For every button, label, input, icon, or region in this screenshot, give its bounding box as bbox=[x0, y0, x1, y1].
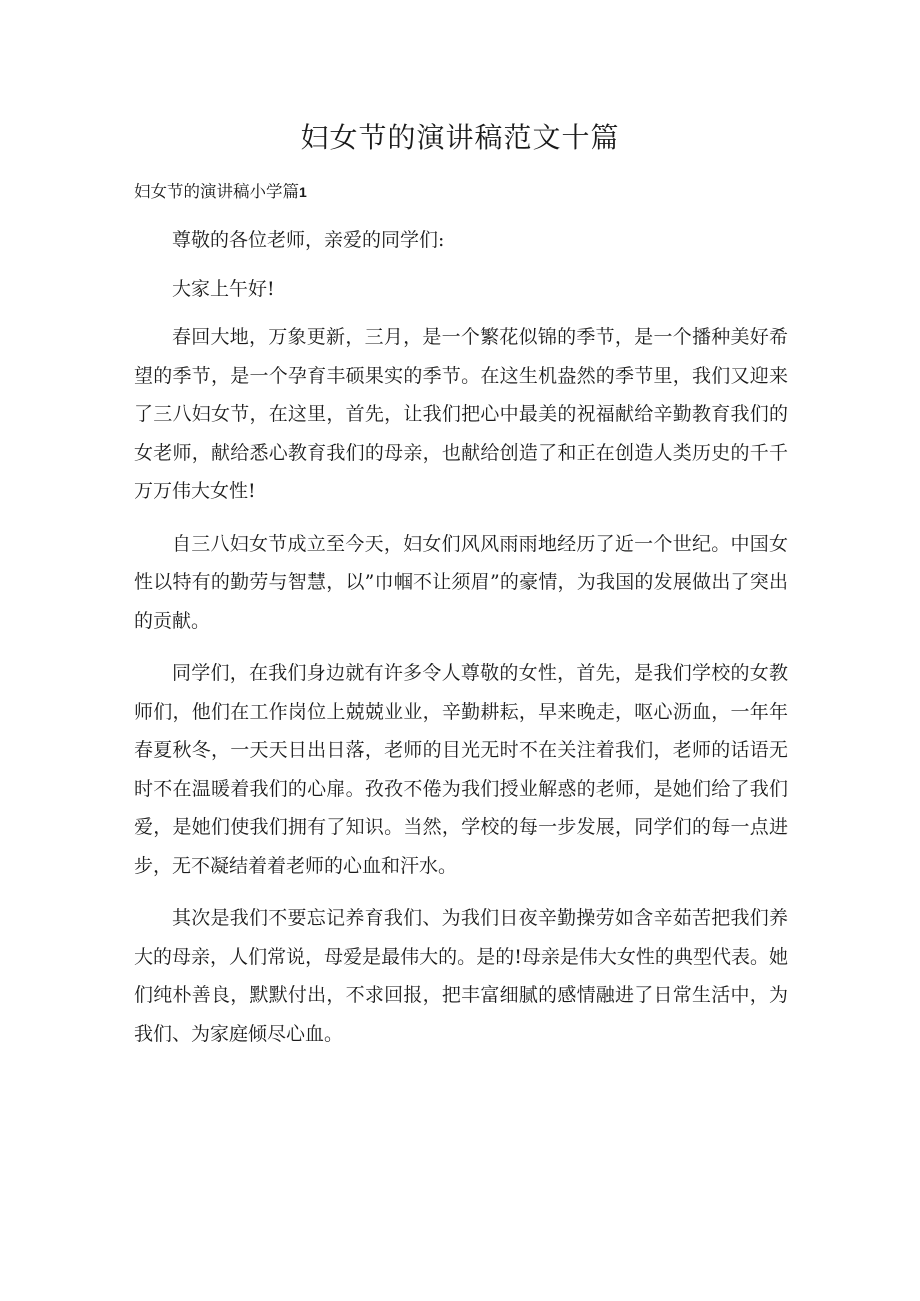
paragraph: 其次是我们不要忘记养育我们、为我们日夜辛勤操劳如含辛茹苦把我们养大的母亲，人们常说，母爱是最伟大的。是的!母亲是伟大女性的典型代表。她们纯朴善良，默默付出，不求回报，把丰富细腻的感情融进了日常生活中，为我们、为家庭倾尽心血。 bbox=[134, 907, 788, 1045]
section-heading-text: 妇女节的演讲稿小学篇 bbox=[134, 182, 299, 201]
paragraph: 自三八妇女节成立至今天，妇女们风风雨雨地经历了近一个世纪。中国女性以特有的勤劳与智慧，以”巾帼不让须眉”的豪情，为我国的发展做出了突出的贡献。 bbox=[134, 532, 788, 632]
section-heading bbox=[134, 180, 307, 204]
paragraph: 春回大地，万象更新，三月，是一个繁花似锦的季节，是一个播种美好希望的季节，是一个孕育丰硕果实的季节。在这生机盎然的季节里，我们又迎来了三八妇女节，在这里，首先，让我们把心中最美的祝福献给辛勤教育我们的女老师，献给悉心教育我们的母亲，也献给创造了和正在创造人类历史的千千万万伟大女性! bbox=[134, 326, 788, 502]
paragraph: 同学们，在我们身边就有许多令人尊敬的女性，首先，是我们学校的女教师们，他们在工作岗位上兢兢业业，辛勤耕耘，早来晚走，呕心沥血，一年年春夏秋冬，一天天日出日落，老师的目光无时不在关注着我们，老师的话语无时不在温暖着我们的心扉。孜孜不倦为我们授业解惑的老师，是她们给了我们爱，是她们使我们拥有了知识。当然，学校的每一步发展，同学们的每一点进步，无不凝结着着老师的心血和汗水。 bbox=[134, 662, 788, 877]
document-title: 妇女节的演讲稿范文十篇 bbox=[300, 121, 620, 154]
paragraph-greeting: 大家上午好! bbox=[172, 277, 275, 300]
document-body bbox=[134, 221, 788, 1067]
paragraph-salutation: 尊敬的各位老师，亲爱的同学们: bbox=[172, 229, 445, 251]
section-heading-number: 1 bbox=[299, 184, 307, 200]
